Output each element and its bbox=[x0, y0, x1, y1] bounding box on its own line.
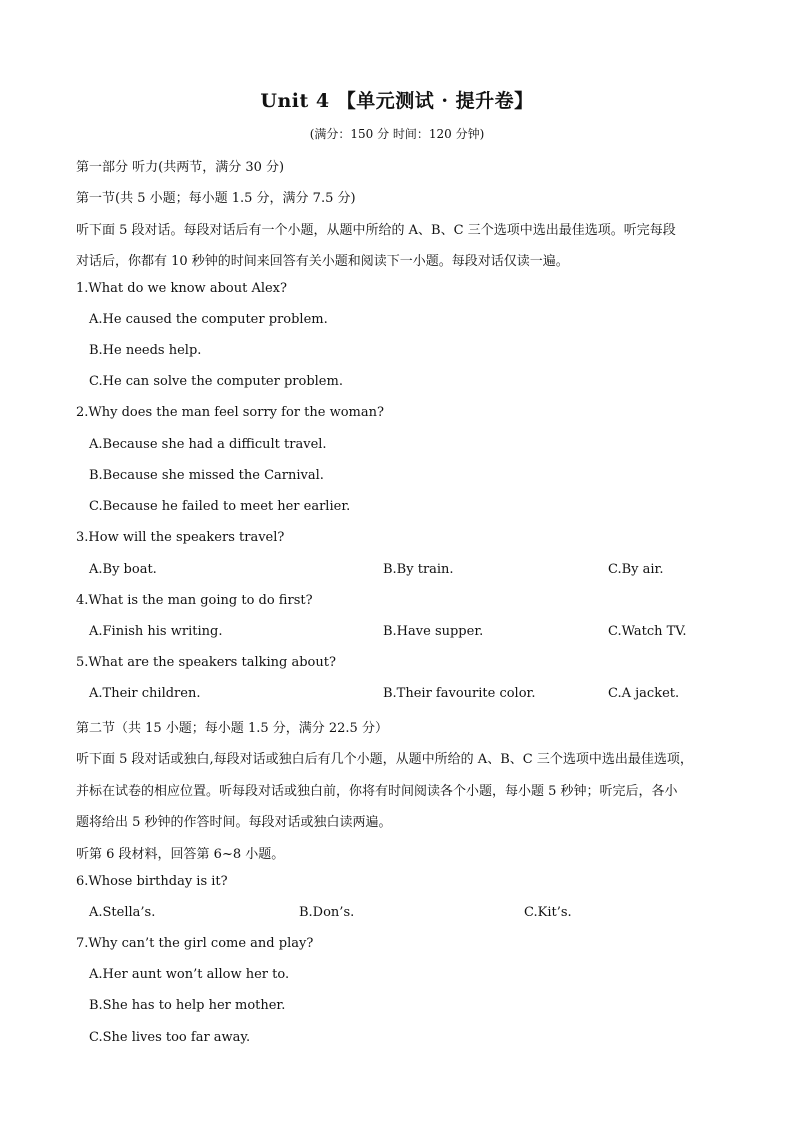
instructions: 听下面 5 段对话或独白,每段对话或独白后有几个小题，从题中所给的 A、B、C 三个选项中选出最佳选项， bbox=[76, 752, 693, 767]
answer-option: A.Their children. bbox=[89, 686, 201, 701]
section-heading: 第二节（共 15 小题；每小题 1.5 分，满分 22.5 分） bbox=[76, 721, 388, 736]
question-stem: 4.What is the man going to do first? bbox=[76, 593, 313, 608]
part-heading: 第一部分 听力(共两节，满分 30 分) bbox=[76, 160, 285, 175]
page-title: Unit 4 【单元测试 · 提升卷】 bbox=[260, 90, 534, 112]
answer-option: A.Because she had a difficult travel. bbox=[89, 437, 327, 452]
question-stem: 6.Whose birthday is it? bbox=[76, 874, 228, 889]
answer-option: C.By air. bbox=[608, 562, 664, 577]
answer-option: C.He can solve the computer problem. bbox=[89, 374, 343, 389]
answer-option: A.Her aunt won’t allow her to. bbox=[89, 967, 290, 982]
instructions: 对话后，你都有 10 秒钟的时间来回答有关小题和阅读下一小题。每段对话仅读一遍。 bbox=[76, 254, 569, 269]
answer-option: B.Don’s. bbox=[299, 905, 355, 920]
question-stem: 1.What do we know about Alex? bbox=[76, 281, 287, 296]
answer-option: A.Finish his writing. bbox=[89, 624, 223, 639]
instructions: 并标在试卷的相应位置。听每段对话或独白前，你将有时间阅读各个小题，每小题 5 秒钟；听完后，各小 bbox=[76, 784, 678, 799]
answer-option: B.Because she missed the Carnival. bbox=[89, 468, 324, 483]
instructions: 听下面 5 段对话。每段对话后有一个小题，从题中所给的 A、B、C 三个选项中选出最佳选项。听完每段 bbox=[76, 223, 676, 238]
answer-option: A.Stella’s. bbox=[89, 905, 156, 920]
section-heading: 第一节(共 5 小题；每小题 1.5 分，满分 7.5 分) bbox=[76, 191, 356, 206]
question-stem: 2.Why does the man feel sorry for the woman? bbox=[76, 405, 384, 420]
score-time-info: (满分：150 分 时间：120 分钟) bbox=[309, 127, 485, 141]
answer-option: B.By train. bbox=[383, 562, 454, 577]
answer-option: C.Because he failed to meet her earlier. bbox=[89, 499, 351, 514]
answer-option: B.Their favourite color. bbox=[383, 686, 536, 701]
question-stem: 5.What are the speakers talking about? bbox=[76, 655, 336, 670]
instructions: 题将给出 5 秒钟的作答时间。每段对话或独白读两遍。 bbox=[76, 815, 392, 830]
answer-option: B.Have supper. bbox=[383, 624, 484, 639]
answer-option: C.She lives too far away. bbox=[89, 1030, 251, 1045]
answer-option: B.She has to help her mother. bbox=[89, 998, 286, 1013]
answer-option: A.By boat. bbox=[89, 562, 157, 577]
question-stem: 3.How will the speakers travel? bbox=[76, 530, 285, 545]
answer-option: C.Watch TV. bbox=[608, 624, 687, 639]
answer-option: B.He needs help. bbox=[89, 343, 202, 358]
answer-option: A.He caused the computer problem. bbox=[89, 312, 328, 327]
answer-option: C.A jacket. bbox=[608, 686, 680, 701]
material-note: 听第 6 段材料，回答第 6~8 小题。 bbox=[76, 847, 285, 862]
answer-option: C.Kit’s. bbox=[524, 905, 572, 920]
question-stem: 7.Why can’t the girl come and play? bbox=[76, 936, 314, 951]
